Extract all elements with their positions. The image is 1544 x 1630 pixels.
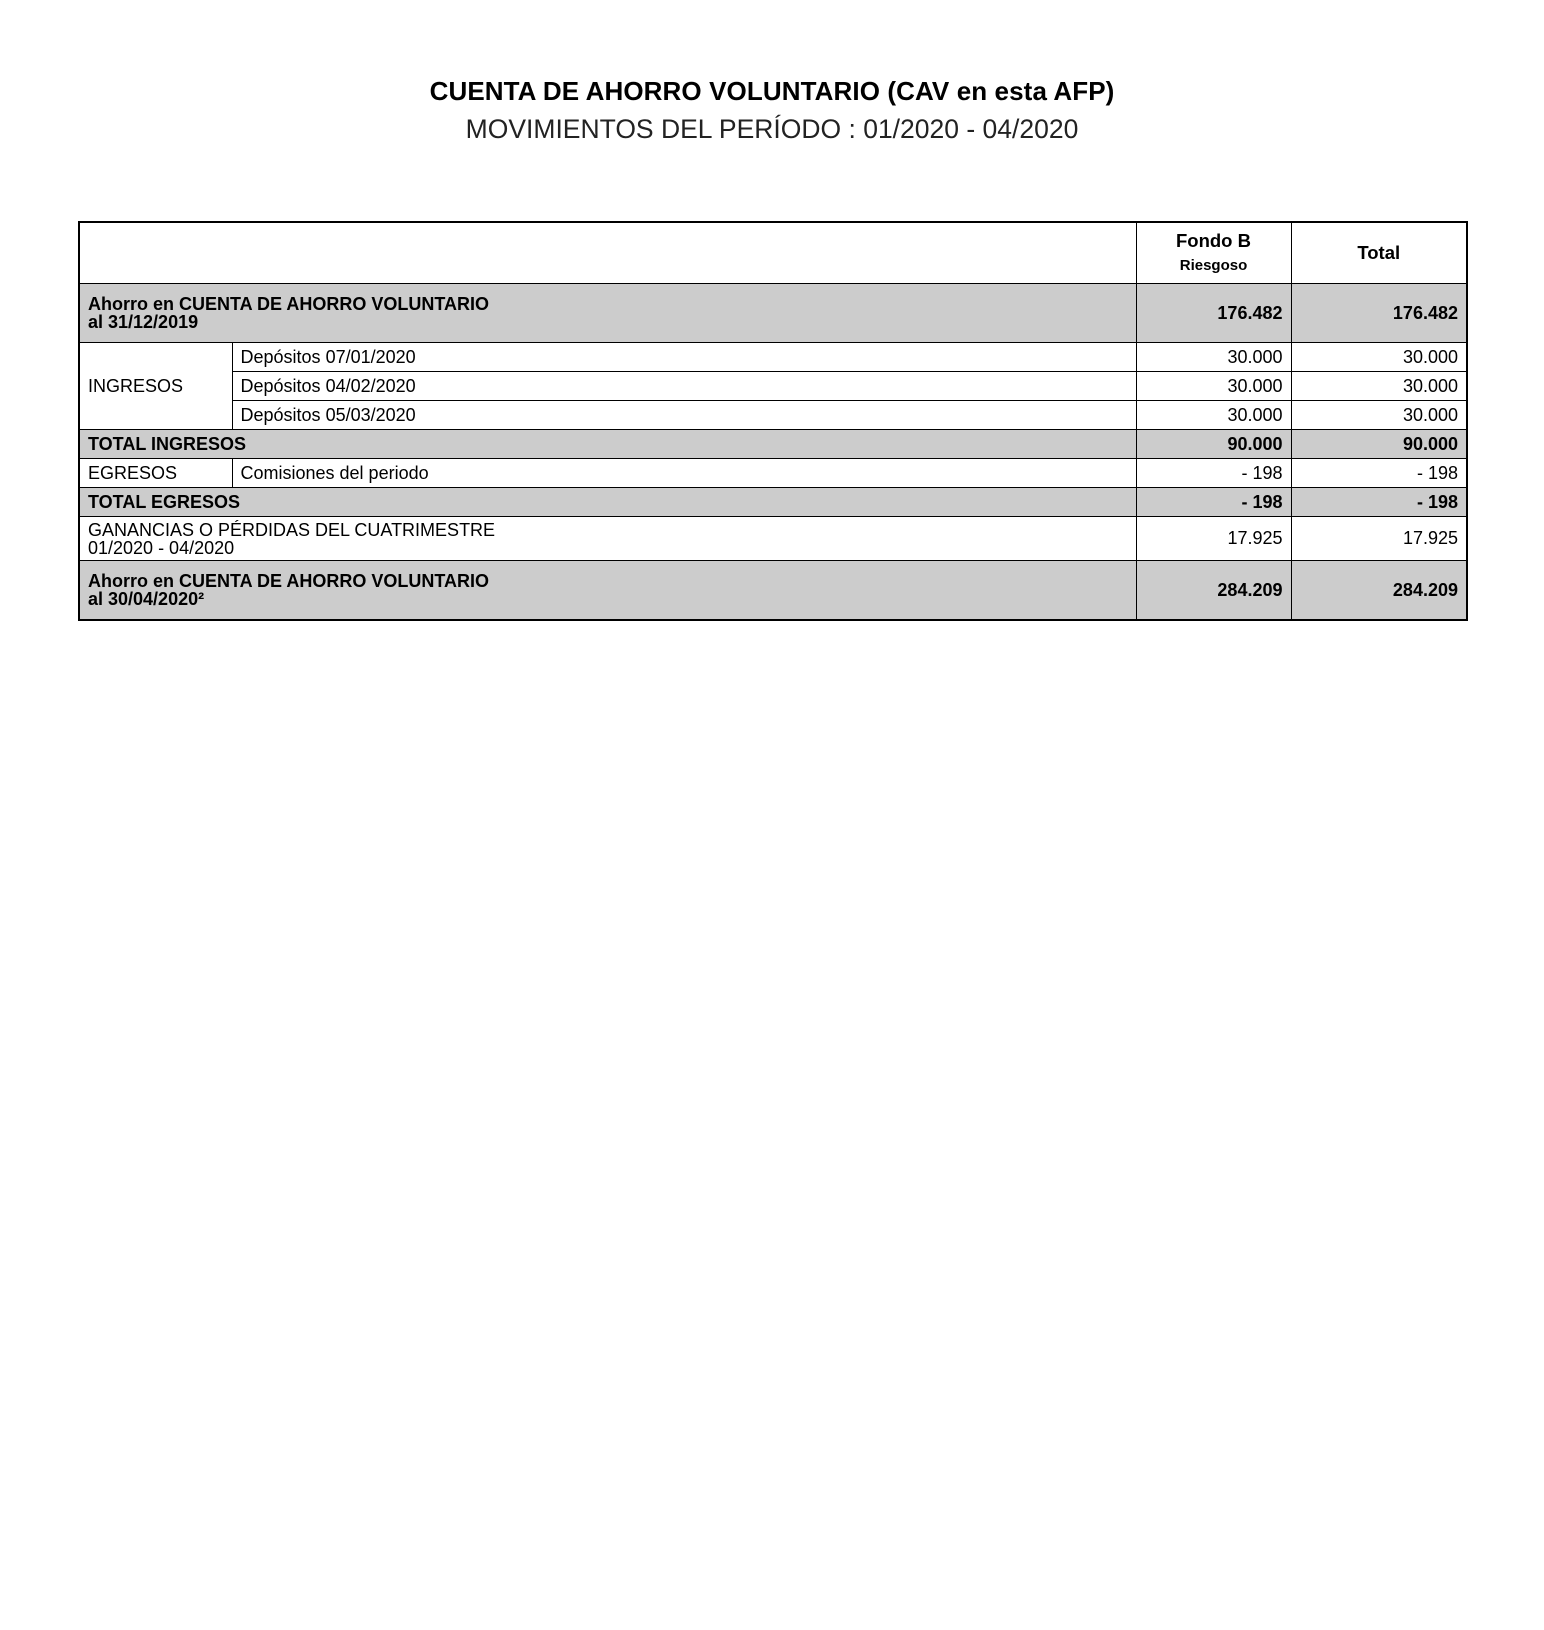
- closing-balance-label: Ahorro en CUENTA DE AHORRO VOLUNTARIO al 30/04/2020²: [79, 561, 1136, 621]
- closing-balance-total: 284.209: [1291, 561, 1467, 621]
- deposit-label-cell: Depósitos 05/03/2020: [232, 401, 1136, 430]
- ganancias-label: GANANCIAS O PÉRDIDAS DEL CUATRIMESTRE 01/2020 - 04/2020: [79, 517, 1136, 561]
- ingresos-section-label: INGRESOS: [79, 343, 232, 430]
- total-egresos-label: TOTAL EGRESOS: [79, 488, 1136, 517]
- commission-label: Comisiones del periodo: [232, 459, 1136, 488]
- ganancias-total: 17.925: [1291, 517, 1467, 561]
- opening-balance-label: Ahorro en CUENTA DE AHORRO VOLUNTARIO al 31/12/2019: [79, 284, 1136, 343]
- closing-balance-fund: 284.209: [1136, 561, 1291, 621]
- total-ingresos-row: [79, 430, 1467, 459]
- total-egresos-total: - 198: [1291, 488, 1467, 517]
- total-ingresos-fund: 90.000: [1136, 430, 1291, 459]
- fund-name: Fondo B: [1175, 229, 1251, 251]
- total-ingresos-label: TOTAL INGRESOS: [79, 430, 1136, 459]
- deposit-total-value: 30.000: [1291, 343, 1467, 372]
- document-subtitle: MOVIMIENTOS DEL PERÍODO : 01/2020 - 04/2020: [465, 114, 1079, 144]
- total-ingresos-total: 90.000: [1291, 430, 1467, 459]
- deposit-label-cell: Depósitos 04/02/2020: [232, 372, 1136, 401]
- table-row: [79, 343, 1467, 372]
- deposit-fund-value: 30.000: [1136, 343, 1291, 372]
- egresos-section-label: EGRESOS: [79, 459, 232, 488]
- opening-balance-fund: 176.482: [1136, 284, 1291, 343]
- table-header-row: [79, 222, 1467, 284]
- column-header-total: Total: [1291, 222, 1467, 284]
- total-egresos-fund: - 198: [1136, 488, 1291, 517]
- table-row: [79, 372, 1467, 401]
- table-row: [79, 401, 1467, 430]
- commission-fund-value: - 198: [1136, 459, 1291, 488]
- deposit-label-cell: Depósitos 07/01/2020: [232, 343, 1136, 372]
- deposit-total-value: 30.000: [1291, 372, 1467, 401]
- column-header-fund: [1136, 222, 1291, 284]
- table-row: [79, 459, 1467, 488]
- ganancias-fund: 17.925: [1136, 517, 1291, 561]
- deposit-fund-value: 30.000: [1136, 372, 1291, 401]
- opening-balance-row: [79, 284, 1467, 343]
- commission-total-value: - 198: [1291, 459, 1467, 488]
- deposit-total-value: 30.000: [1291, 401, 1467, 430]
- fund-type: Riesgoso: [1179, 256, 1248, 274]
- opening-balance-total: 176.482: [1291, 284, 1467, 343]
- total-egresos-row: [79, 488, 1467, 517]
- document-title: CUENTA DE AHORRO VOLUNTARIO (CAV en esta AFP): [429, 76, 1115, 106]
- header-empty-cell: [79, 222, 1136, 284]
- movements-table: [78, 221, 1468, 621]
- ganancias-row: [79, 517, 1467, 561]
- deposit-fund-value: 30.000: [1136, 401, 1291, 430]
- closing-balance-row: [79, 561, 1467, 621]
